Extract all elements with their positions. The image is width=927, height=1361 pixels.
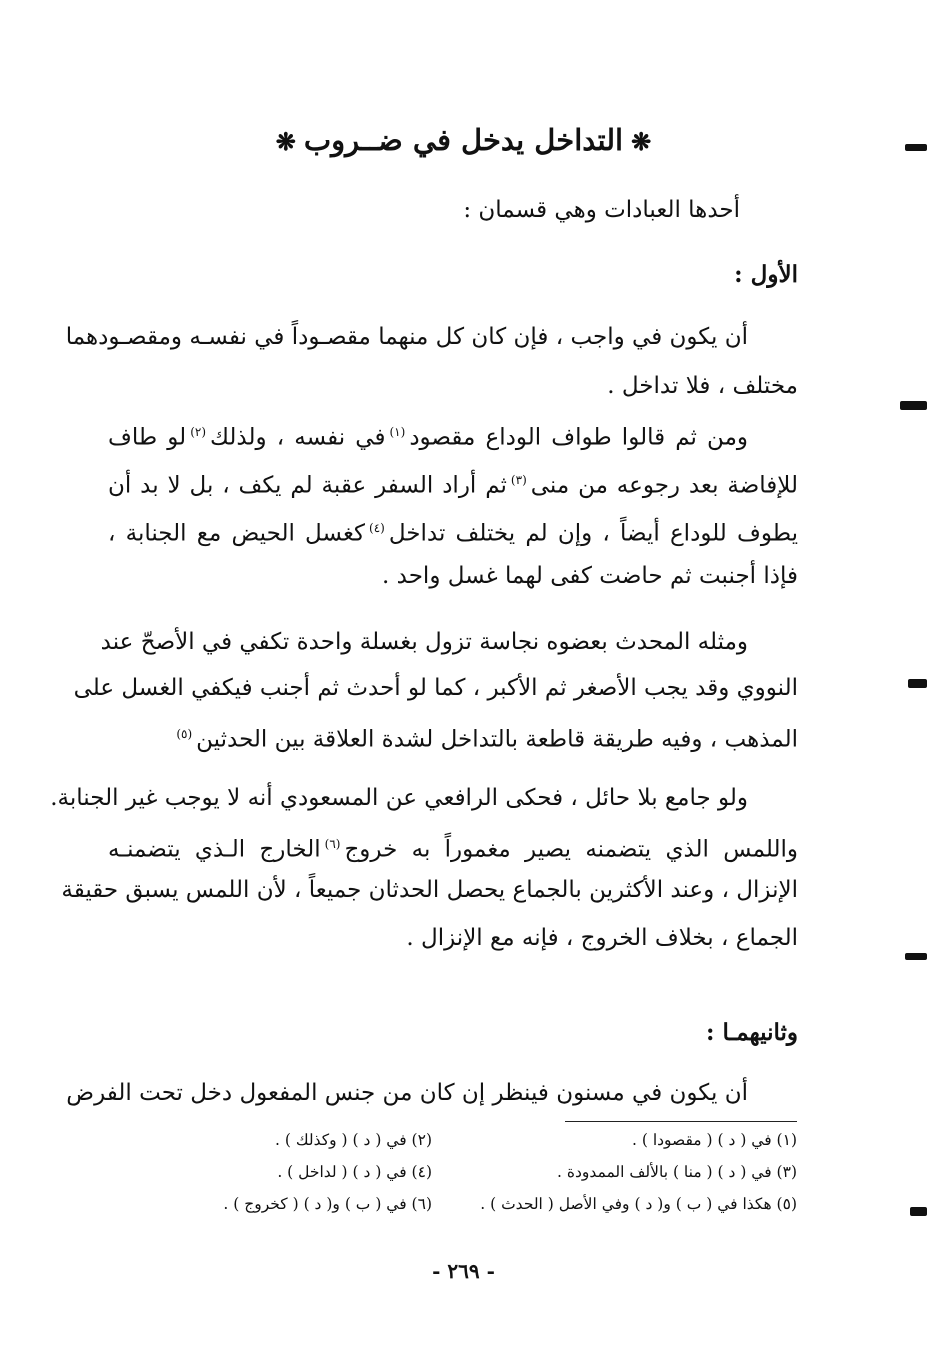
footnote-ref[interactable]: (٣) <box>510 473 527 487</box>
title-text: التداخل يدخل في ضــروب <box>303 123 624 157</box>
footnote: (٥) هكذا في ( ب ) و( د ) وفي الأصل ( الحدث ) . <box>480 1195 797 1213</box>
section-heading-second: وثانيهمـا : <box>706 1019 798 1046</box>
footnote-ref[interactable]: (٥) <box>176 727 193 741</box>
paragraph-line: مختلف ، فلا تداخل . <box>607 373 798 399</box>
paragraph-line: ومثله المحدث بعضوه نجاسة تزول بغسلة واحدة تكفي في الأصحّ عند <box>100 629 748 655</box>
paragraph-line: ومن ثم قالوا طواف الوداع مقصود$^{(١)}$في نفسه ، ولذلك$^{(٢)}$لو طاف <box>108 424 748 451</box>
section-heading-first: الأول : <box>734 261 798 288</box>
page-title <box>0 118 927 164</box>
margin-mark <box>910 1207 927 1216</box>
footnote-separator <box>565 1121 797 1122</box>
star-ornament-icon: ❋ <box>275 127 296 156</box>
paragraph-line: أن يكون في واجب ، فإن كان كل منهما مقصـوداً في نفسـه ومقصـودهما <box>65 324 748 350</box>
footnote: (٦) في ( ب ) و( د ) ( كخروج ) . <box>223 1195 432 1213</box>
paragraph-line: أن يكون في مسنون فينظر إن كان من جنس المفعول دخل تحت الفرض <box>66 1080 748 1106</box>
paragraph-line: المذهب ، وفيه طريقة قاطعة بالتداخل لشدة العلاقة بين الحدثين$^{(٥)}$ <box>176 726 798 753</box>
intro-line: أحدها العبادات وهي قسمان : <box>463 197 740 223</box>
paragraph-line: واللمس الذي يتضمنه يصير مغموراً به خروج$^{(٦)}$الخارج الـذي يتضمنـه <box>108 836 798 863</box>
margin-mark <box>905 953 927 960</box>
paragraph-line: ولو جامع بلا حائل ، فحكى الرافعي عن المسعودي أنه لا يوجب غير الجنابة. <box>50 785 748 811</box>
footnote-ref[interactable]: (٤) <box>369 521 385 535</box>
paragraph-line: يطوف للوداع أيضاً ، وإن لم يختلف تداخل$^{(٤)}$كغسل الحيض مع الجنابة ، <box>108 520 799 547</box>
star-ornament-icon: ❋ <box>631 127 652 156</box>
paragraph-line: للإفاضة بعد رجوعه من منى$^{(٣)}$ثم أراد السفر عقبة لم يكف ، بل لا بد أن <box>108 472 798 499</box>
footnote: (٣) في ( د ) ( منا ) بالألف الممدودة . <box>557 1163 797 1181</box>
paragraph-line: الجماع ، بخلاف الخروج ، فإنه مع الإنزال . <box>406 925 798 951</box>
paragraph-line: الإنزال ، وعند الأكثرين بالجماع يحصل الحدثان جميعاً ، لأن اللمس يسبق حقيقة <box>61 877 798 903</box>
footnote-ref[interactable]: (٦) <box>324 837 341 851</box>
footnote: (٢) في ( د ) ( وكذلك ) . <box>275 1131 432 1149</box>
footnote-ref[interactable]: (١) <box>389 425 406 439</box>
paragraph-line: فإذا أجنبت ثم حاضت كفى لهما غسل واحد . <box>382 563 798 589</box>
paragraph-line: النووي وقد يجب الأصغر ثم الأكبر ، كما لو أحدث ثم أجنب فيكفي الغسل على <box>73 675 798 701</box>
footnote: (١) في ( د ) ( مقصودا ) . <box>631 1131 797 1149</box>
margin-mark <box>900 401 927 410</box>
margin-mark <box>908 679 927 688</box>
footnote: (٤) في ( د ) ( لداخل ) . <box>277 1163 432 1181</box>
page-number: - ٢٦٩ - <box>432 1259 495 1283</box>
footnote-ref[interactable]: (٢) <box>190 425 207 439</box>
